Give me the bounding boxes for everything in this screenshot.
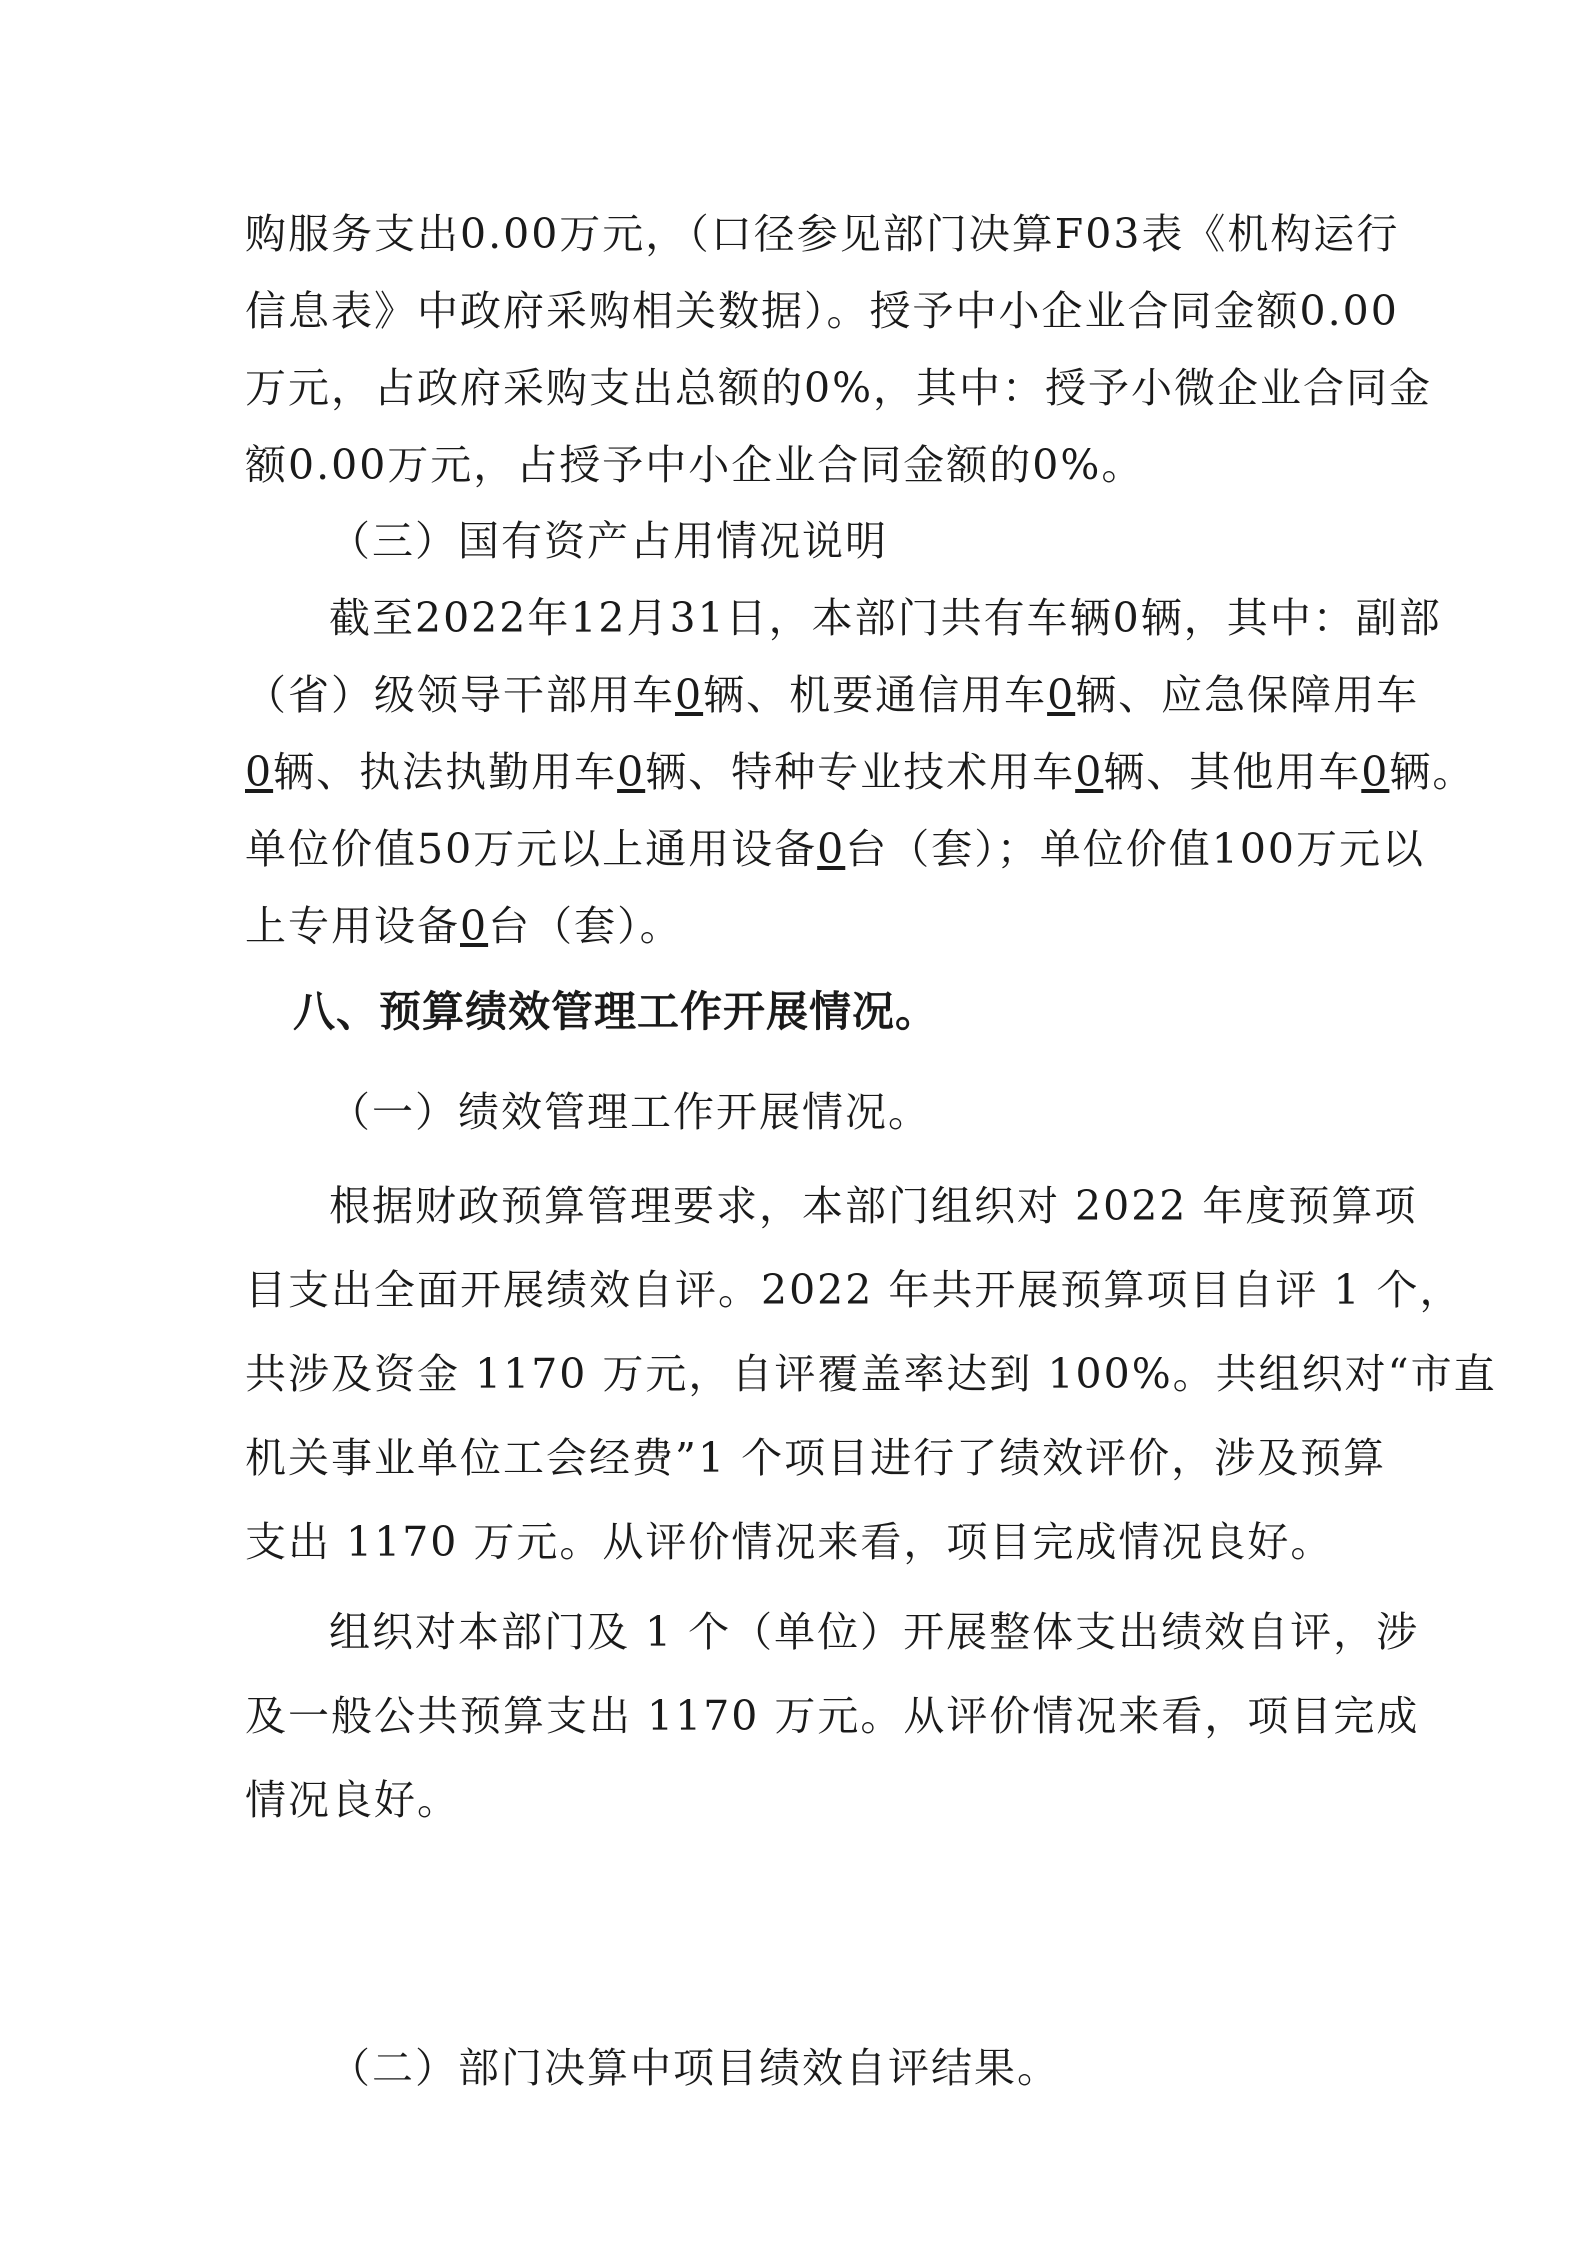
underlined-value: 0: [817, 825, 846, 873]
subheading-state-assets: （三）国有资产占用情况说明: [329, 517, 888, 565]
text-run: 台（套）。: [488, 902, 683, 950]
paragraph-vehicles-line: [245, 888, 1355, 964]
text-run: 单位价值50万元以上通用设备: [245, 825, 818, 873]
underlined-value: 0: [245, 748, 274, 796]
paragraph-self-evaluation-line: 目支出全面开展绩效自评。2022 年共开展预算项目自评 1 个，: [245, 1266, 1463, 1314]
paragraph-overall-evaluation-line: 及一般公共预算支出 1170 万元。从评价情况来看，项目完成: [245, 1692, 1420, 1740]
text-run: 辆。: [1389, 748, 1476, 796]
paragraph-vehicles-line: [245, 657, 1420, 733]
paragraph-overall-evaluation-line: 情况良好。: [245, 1776, 460, 1824]
paragraph-procurement-line: 万元，占政府采购支出总额的0%，其中：授予小微企业合同金: [245, 364, 1433, 412]
underlined-value: 0: [675, 671, 704, 719]
paragraph-procurement-line: 额0.00万元，占授予中小企业合同金额的0%。: [245, 441, 1145, 489]
paragraph-vehicles-line: [245, 811, 1426, 887]
underlined-value: 0: [1047, 671, 1076, 719]
paragraph-self-evaluation-line: 机关事业单位工会经费”1 个项目进行了绩效评价，涉及预算: [245, 1434, 1387, 1482]
subheading-performance-work: （一）绩效管理工作开展情况。: [329, 1088, 931, 1136]
text-run: 辆、特种专业技术用车: [645, 748, 1076, 796]
paragraph-self-evaluation-line: 支出 1170 万元。从评价情况来看，项目完成情况良好。: [245, 1518, 1334, 1566]
paragraph-overall-evaluation-line: 组织对本部门及 1 个（单位）开展整体支出绩效自评，涉: [329, 1608, 1420, 1656]
text-run: 辆、执法执勤用车: [273, 748, 618, 796]
paragraph-vehicles-line: 截至2022年12月31日，本部门共有车辆0辆，其中：副部: [329, 594, 1442, 642]
paragraph-procurement-line: 信息表》中政府采购相关数据）。授予中小企业合同金额0.00: [245, 287, 1399, 335]
paragraph-self-evaluation-line: 根据财政预算管理要求，本部门组织对 2022 年度预算项: [329, 1182, 1418, 1230]
underlined-value: 0: [1075, 748, 1104, 796]
underlined-value: 0: [460, 902, 489, 950]
underlined-value: 0: [1361, 748, 1390, 796]
text-run: 上专用设备: [245, 902, 460, 950]
underlined-value: 0: [617, 748, 646, 796]
text-run: （省）级领导干部用车: [245, 671, 675, 719]
paragraph-vehicles-line: [245, 734, 1476, 810]
text-run: 台（套）；单位价值100万元以: [845, 825, 1426, 873]
subheading-project-results: （二）部门决算中项目绩效自评结果。: [329, 2044, 1060, 2092]
paragraph-self-evaluation-line: 共涉及资金 1170 万元，自评覆盖率达到 100%。共组织对“市直: [245, 1350, 1497, 1398]
text-run: 辆、机要通信用车: [703, 671, 1048, 719]
text-run: 辆、应急保障用车: [1075, 671, 1420, 719]
section-heading-8: 八、预算绩效管理工作开展情况。: [293, 987, 939, 1036]
text-run: 辆、其他用车: [1103, 748, 1362, 796]
paragraph-procurement-line: 购服务支出0.00万元，（口径参见部门决算F03表《机构运行: [245, 210, 1400, 258]
